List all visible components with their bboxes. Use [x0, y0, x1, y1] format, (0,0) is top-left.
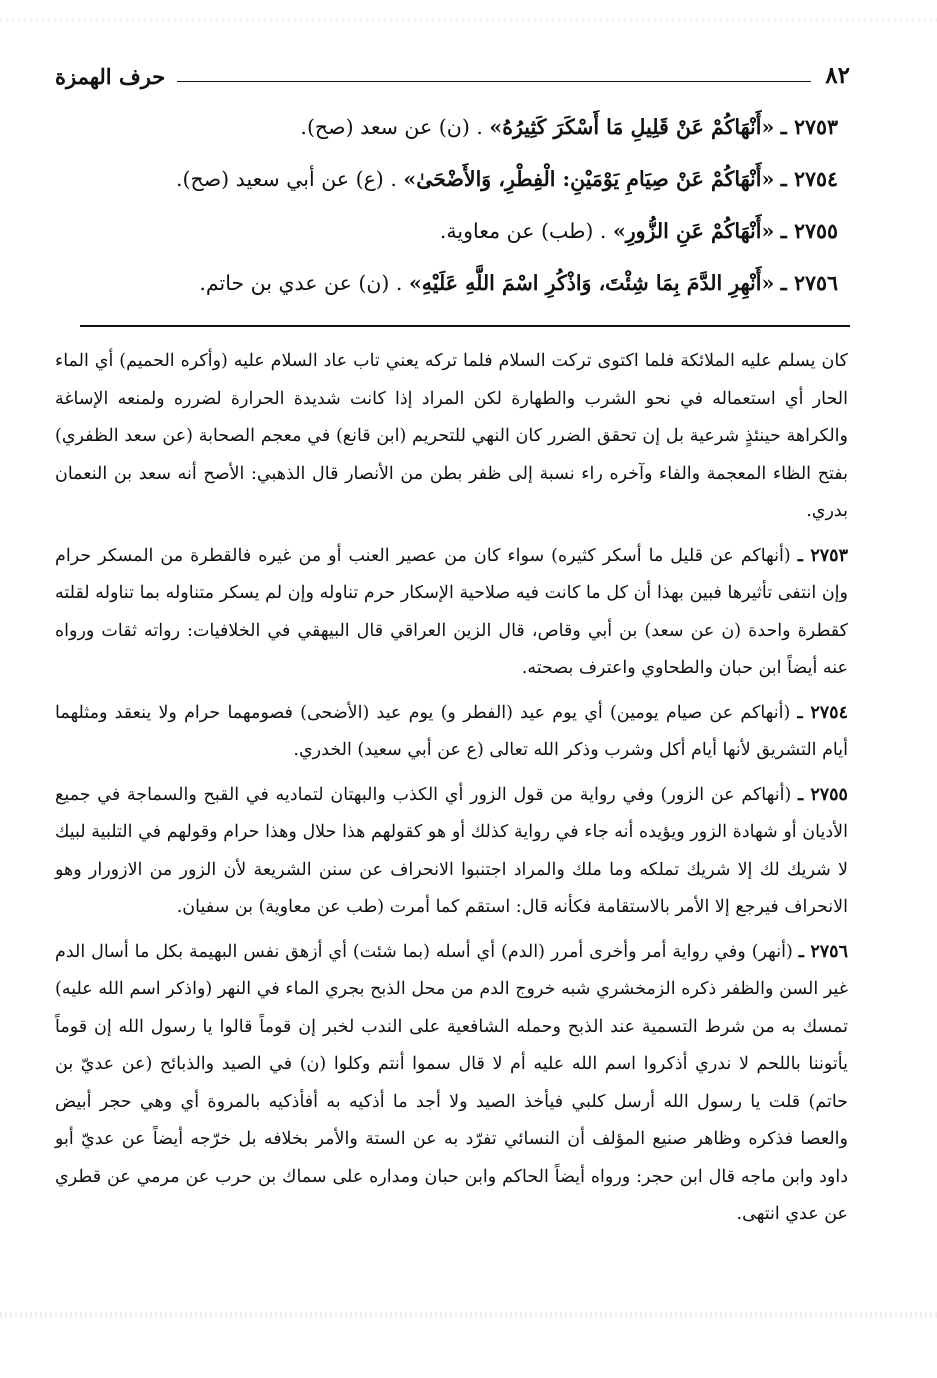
hadith-text: «أَنْهَاكُمْ عَنِ الزُّورِ» — [612, 219, 775, 243]
hadith-entry — [55, 205, 838, 257]
hadith-text: «أَنْهِرِ الدَّمَ بِمَا شِئْتَ، وَاذْكُرِ اسْمَ اللَّهِ عَلَيْهِ» — [408, 271, 775, 295]
commentary-number: ٢٧٥٦ ـ — [798, 941, 848, 962]
hadith-entry — [55, 101, 838, 153]
commentary-number: ٢٧٥٥ ـ — [797, 784, 848, 805]
commentary-paragraph — [55, 695, 848, 770]
commentary-number: ٢٧٥٣ ـ — [797, 545, 848, 566]
hadith-number: ٢٧٥٦ ـ — [780, 271, 838, 295]
commentary-text: (أنهاكم عن صيام يومين) أي يوم عيد (الفطر و) يوم عيد (الأضحى) فصومهما حرام ولا ينعقد ومثلهما أيام التشريق لأنها أيام أكل وشرب وذكر الله تعالى (ع عن أبي سعيد) الخدري. — [55, 702, 848, 760]
hadith-entry — [55, 257, 838, 309]
hadith-entry — [55, 153, 838, 205]
header-rule — [177, 81, 811, 82]
document-page — [55, 55, 850, 1241]
commentary-text: (أنهاكم عن الزور) وفي رواية من قول الزور أي الكذب والبهتان لتماديه في القبح والسماجة في جميع الأديان أو شهادة الزور ويؤيده أنه جاء في رواية كذلك أو هو كقولهم هذا حلال وهذا حرام وقولهم في التلبية لبيك لا شريك لك إلا شريك تملكه وما ملك والمراد اجتنبوا الانحراف عن سنن الشريعة لأن الزور من الازورار وهو الانحراف فيرجع إلا الأمر بالاستقامة فكأنه قال: استقم كما أمرت (طب عن معاوية) بن سفيان. — [55, 784, 848, 917]
commentary-paragraph — [55, 538, 848, 688]
hadith-source: . (ع) عن أبي سعيد (صح). — [176, 167, 397, 191]
commentary-number: ٢٧٥٤ ـ — [797, 702, 848, 723]
commentary-paragraph — [55, 343, 848, 531]
commentary-paragraph — [55, 934, 848, 1234]
commentary-text: (أنهر) وفي رواية أمر وأخرى أمرر (الدم) أي أسله (بما شئت) أي أزهق نفس البهيمة بكل ما أسال الدم غير السن والظفر ذكره الزمخشري شبه خروج الدم من محل الذبح بجري الماء في النهر (واذكر اسم الله عليه) تمسك به من شرط التسمية عند الذبح وحمله الشافعية على الندب لخبر إن قوماً قالوا يا رسول الله إن قوماً يأتوننا باللحم لا ندري أذكروا اسم الله عليه أم لا قال سموا أنتم وكلوا (ن) في الصيد والذبائح (عن عديّ بن حاتم) قلت يا رسول الله أرسل كلبي فيأخذ الصيد ولا أجد ما أذكيه به أفأذكيه بالمروة أي وهي حجر أبيض والعصا فذكره وظاهر صنيع المؤلف أن النسائي تفرّد به عن الستة والأمر بخلافه بل خرّجه أيضاً عن عديّ أبو داود وابن ماجه قال ابن حجر: ورواه أيضاً الحاكم وابن حبان ومداره على سماك بن حرب عن مرمي عن قطري عن عدي انتهى. — [55, 941, 848, 1224]
commentary-paragraph — [55, 777, 848, 927]
hadith-text: «أَنْهَاكُمْ عَنْ صِيَامِ يَوْمَيْنِ: الْفِطْرِ، وَالأَضْحَىٰ» — [403, 167, 775, 191]
hadith-text: «أَنْهَاكُمْ عَنْ قَلِيلِ مَا أَسْكَرَ كَثِيرُهُ» — [489, 115, 775, 139]
hadith-number: ٢٧٥٥ ـ — [780, 219, 838, 243]
scan-artifact-top — [0, 18, 937, 22]
hadith-source: . (ن) عن سعد (صح). — [300, 115, 483, 139]
hadith-number: ٢٧٥٣ ـ — [780, 115, 838, 139]
hadith-source: . (طب) عن معاوية. — [439, 219, 607, 243]
page-header — [55, 55, 850, 89]
page-number: ٨٢ — [825, 62, 850, 89]
hadith-number: ٢٧٥٤ ـ — [780, 167, 838, 191]
commentary-section — [55, 343, 850, 1234]
hadith-source: . (ن) عن عدي بن حاتم. — [199, 271, 403, 295]
section-divider — [80, 325, 850, 327]
chapter-title: حرف الهمزة — [55, 64, 166, 89]
scan-artifact-bottom — [0, 1312, 937, 1318]
commentary-text: (أنهاكم عن قليل ما أسكر كثيره) سواء كان من عصير العنب أو من غيره فالقطرة من المسكر حرام وإن انتفى تأثيرها فبين بهذا أن كل ما كانت فيه صلاحية الإسكار حرم تناوله وإن لم يسكر متناوله بما تناوله لقلته كقطرة واحدة (ن عن سعد) بن أبي وقاص، قال الزين العراقي قال البيهقي في الخلافيات: رواته ثقات ورواه عنه أيضاً ابن حبان والطحاوي واعترف بصحته. — [55, 545, 848, 678]
commentary-text: كان يسلم عليه الملائكة فلما اكتوى تركت السلام فلما تركه يعني تاب عاد السلام عليه (وأكره الحميم) أي الماء الحار أي استعماله في نحو الشرب والطهارة لكن المراد إذا كانت شديدة الحرارة لضرره ولمنعه الإساغة والكراهة حينئذٍ شرعية بل إن تحقق الضرر كان النهي للتحريم (ابن قانع) في معجم الصحابة (عن سعد الظفري) بفتح الظاء المعجمة والفاء وآخره راء نسبة إلى ظفر بطن من الأنصار قال الذهبي: الأصح أنه سعد بن النعمان بدري. — [55, 351, 848, 521]
hadith-list — [55, 101, 850, 309]
